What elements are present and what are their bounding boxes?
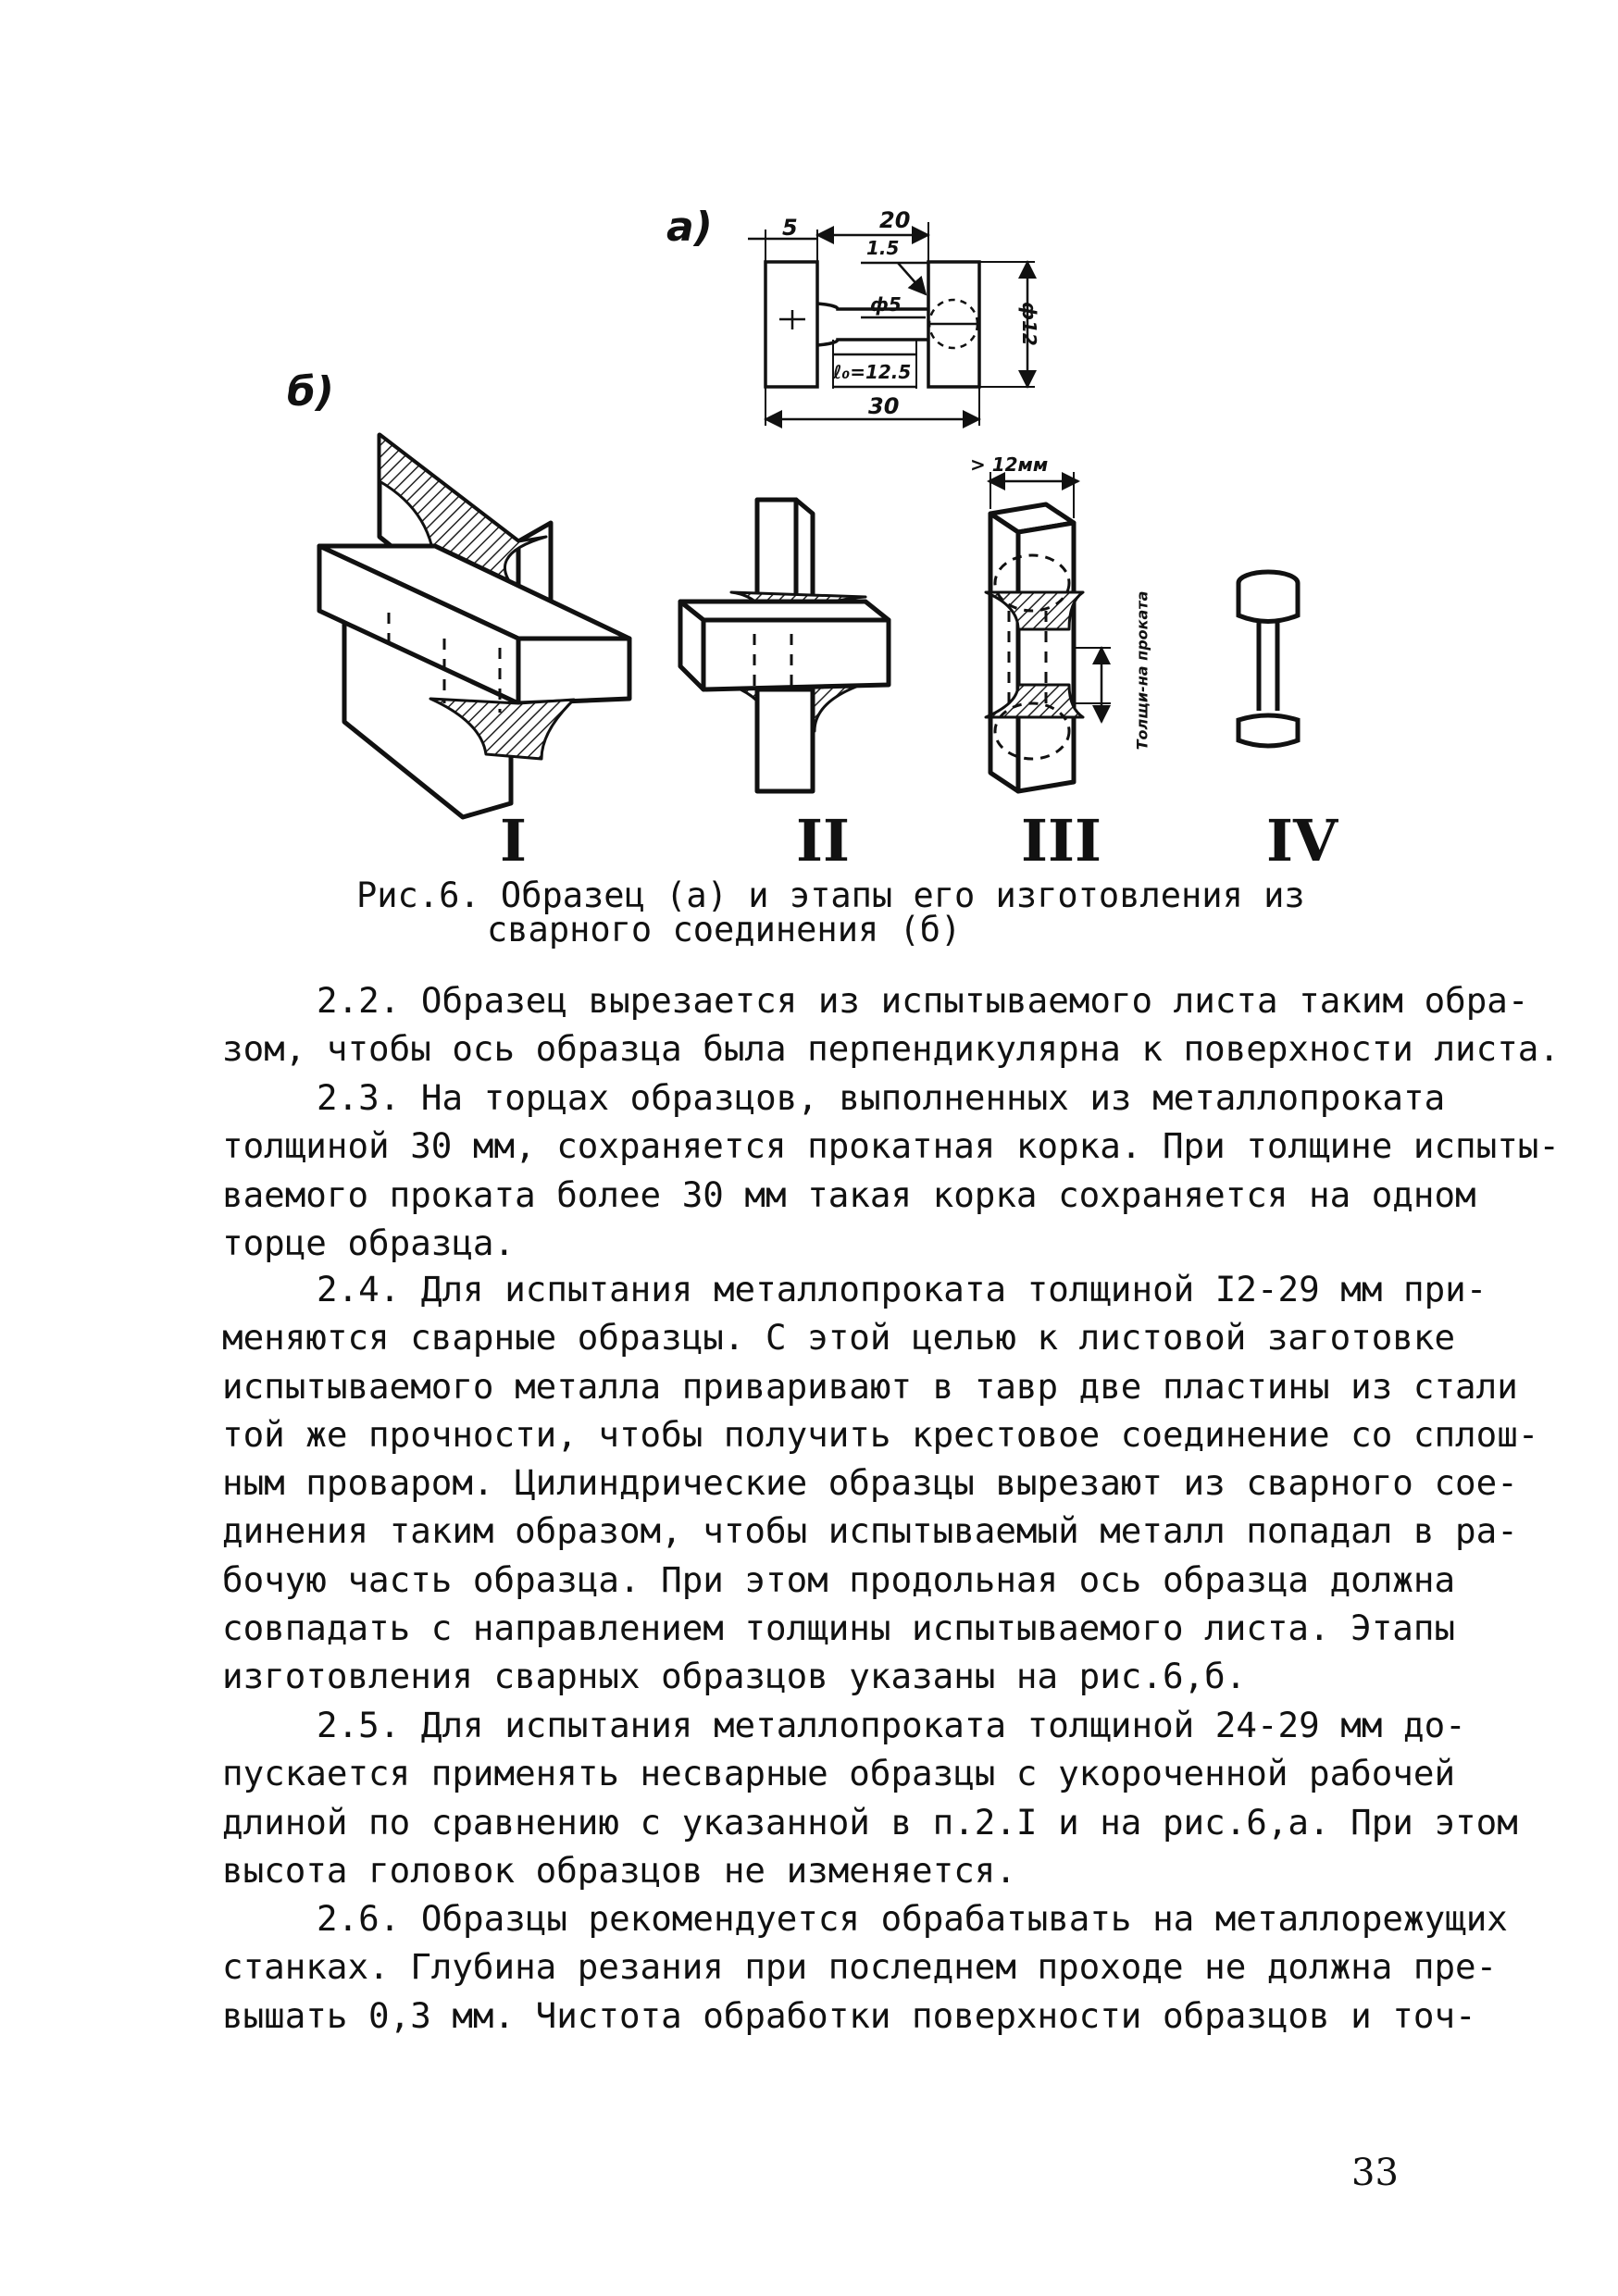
dim-label-1-5: 1.5 bbox=[866, 237, 900, 259]
dim-label-20: 20 bbox=[879, 207, 911, 233]
text-line: толщиной 30 мм, сохраняется прокатная корка. При толщине испыты- bbox=[222, 1125, 1560, 1167]
text-line: зом, чтобы ось образца была перпендикулярна к поверхности листа. bbox=[222, 1028, 1560, 1070]
text-line: высота головок образцов не изменяется. bbox=[222, 1849, 1016, 1891]
paragraph-2-3 bbox=[222, 1074, 1560, 1267]
text-line: 2.4. Для испытания металлопроката толщиной I2-29 мм при- bbox=[317, 1269, 1487, 1309]
dim-label-l0: ℓ₀=12.5 bbox=[833, 361, 912, 383]
page-number: 33 bbox=[1351, 2152, 1399, 2194]
dim-label-5: 5 bbox=[782, 215, 798, 241]
dim-label-30: 30 bbox=[868, 393, 900, 419]
text-line: испытываемого металла приваривают в тавр две пластины из стали bbox=[222, 1365, 1518, 1407]
dim-label-phi5: ф5 bbox=[870, 293, 902, 316]
stage-numeral-3: III bbox=[1021, 807, 1102, 875]
text-line: вышать 0,3 мм. Чистота обработки поверхности образцов и точ- bbox=[222, 1994, 1476, 2036]
dim-label-gt-12mm: > 12мм bbox=[970, 453, 1049, 476]
text-line: меняются сварные образцы. С этой целью к листовой заготовке bbox=[222, 1317, 1456, 1359]
stage-numeral-1: I bbox=[500, 807, 528, 875]
text-line: той же прочности, чтобы получить крестовое соединение со сплош- bbox=[222, 1413, 1539, 1455]
text-line: совпадать с направлением толщины испытываемого листа. Этапы bbox=[222, 1607, 1456, 1649]
paragraph-2-4 bbox=[222, 1265, 1539, 1701]
dim-label-thickness: Толщи-на проката bbox=[1133, 590, 1151, 751]
text-line: 2.5. Для испытания металлопроката толщиной 24-29 мм до- bbox=[317, 1705, 1466, 1745]
text-line: станках. Глубина резания при последнем проходе не должна пре- bbox=[222, 1946, 1498, 1988]
text-line: 2.6. Образцы рекомендуется обрабатывать на металлорежущих bbox=[317, 1898, 1508, 1939]
paragraph-2-6 bbox=[222, 1894, 1508, 2040]
text-line: торце образца. bbox=[222, 1222, 516, 1263]
text-line: 2.2. Образец вырезается из испытываемого листа таким обра- bbox=[317, 980, 1529, 1021]
text-line: ным проваром. Цилиндрические образцы вырезают из сварного сое- bbox=[222, 1462, 1518, 1504]
stage-numeral-2: II bbox=[796, 807, 851, 875]
text-line: пускается применять несварные образцы с укороченной рабочей bbox=[222, 1753, 1456, 1794]
dim-label-phi12: ф12 bbox=[1017, 302, 1040, 346]
stage-4-specimen bbox=[1238, 572, 1298, 746]
text-line: ваемого проката более 30 мм такая корка сохраняется на одном bbox=[222, 1173, 1476, 1215]
text-line: изготовления сварных образцов указаны на рис.6,б. bbox=[222, 1656, 1247, 1697]
text-line: 2.3. На торцах образцов, выполненных из металлопроката bbox=[317, 1077, 1446, 1118]
text-line: динения таким образом, чтобы испытываемый металл попадал в ра- bbox=[222, 1510, 1518, 1552]
text-line: бочую часть образца. При этом продольная ось образца должна bbox=[222, 1558, 1456, 1600]
stage-1-weld-joint bbox=[319, 435, 629, 817]
stage-numeral-4: IV bbox=[1266, 807, 1338, 875]
figure-label-a: а) bbox=[666, 204, 713, 251]
paragraph-2-5 bbox=[222, 1701, 1518, 1894]
paragraph-2-2 bbox=[222, 976, 1560, 1074]
figure-caption-line-1: Рис.6. Образец (а) и этапы его изготовления из bbox=[356, 875, 1305, 915]
figure-caption-line-2: сварного соединения (б) bbox=[487, 910, 962, 949]
text-line: длиной по сравнению с указанной в п.2.I и на рис.6,а. При этом bbox=[222, 1801, 1518, 1843]
stage-3-strip bbox=[986, 472, 1111, 791]
figure-label-b: б) bbox=[287, 368, 334, 416]
figure-6 bbox=[0, 0, 1618, 925]
stage-2-cut-cross bbox=[680, 500, 889, 791]
